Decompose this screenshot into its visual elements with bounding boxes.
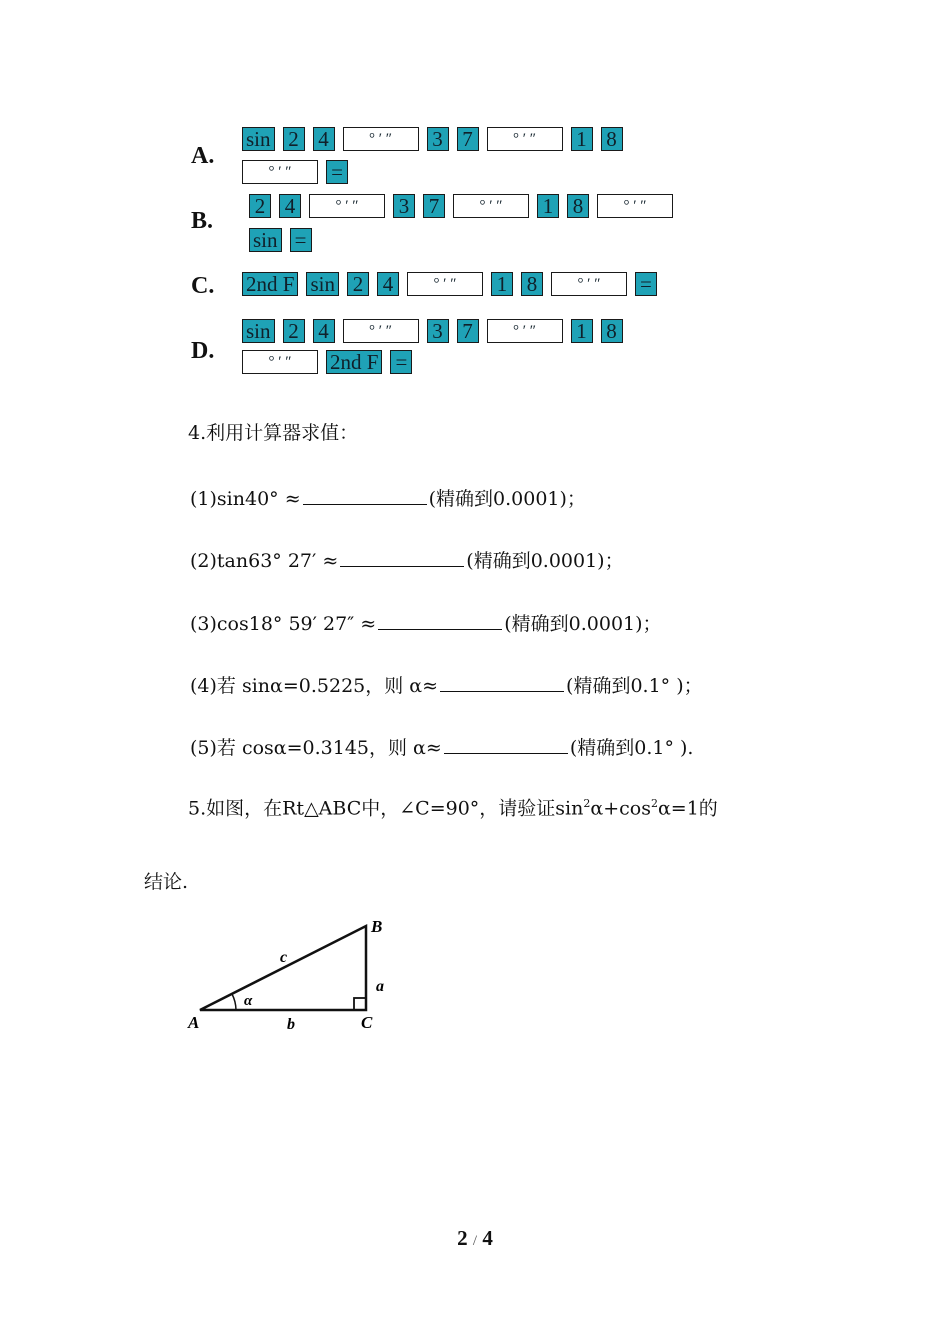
- answer-blank-1[interactable]: [303, 486, 427, 505]
- page-total: 4: [482, 1226, 493, 1250]
- calc-key: 8: [601, 319, 623, 343]
- option-b-keys-row-1: [249, 194, 681, 218]
- calc-key: sin: [306, 272, 339, 296]
- calc-key: 7: [423, 194, 445, 218]
- q4-item-2-note: (精确到0.0001)；: [466, 550, 624, 572]
- right-triangle-figure: [180, 910, 420, 1040]
- q4-item-4: [190, 673, 703, 696]
- calc-key: =: [635, 272, 657, 296]
- calc-key: 8: [601, 127, 623, 151]
- q4-item-3-note: (精确到0.0001)；: [504, 613, 662, 635]
- vertex-b-label: B: [371, 917, 383, 936]
- answer-blank-4[interactable]: [440, 673, 564, 692]
- q4-item-4-text: (4)若 sinα=0.5225，则 α≈: [190, 675, 439, 697]
- dms-key: ° ′ ″: [343, 127, 419, 151]
- q4-item-5: [190, 735, 693, 758]
- q5-text-a: 5.如图，在Rt△ABC中，∠C=90°，请验证sin: [188, 797, 584, 820]
- angle-alpha-arc: [232, 994, 236, 1010]
- option-a-label: A.: [191, 143, 215, 169]
- answer-blank-2[interactable]: [340, 548, 464, 567]
- q4-item-5-note: (精确到0.1° ).: [569, 737, 694, 759]
- page-separator: /: [472, 1233, 478, 1249]
- calc-key: =: [290, 228, 312, 252]
- calc-key: 1: [537, 194, 559, 218]
- dms-key: ° ′ ″: [453, 194, 529, 218]
- q5-text-b: α+cos: [590, 797, 651, 820]
- triangle-shape: [200, 926, 366, 1010]
- calc-key: 1: [491, 272, 513, 296]
- dms-key: ° ′ ″: [242, 160, 318, 184]
- dms-key: ° ′ ″: [309, 194, 385, 218]
- q4-item-1: [190, 486, 586, 509]
- option-d-keys-row-1: [242, 319, 631, 343]
- calc-key: =: [390, 350, 412, 374]
- page-current: 2: [457, 1226, 468, 1250]
- dms-key: ° ′ ″: [343, 319, 419, 343]
- option-b-label: B.: [191, 208, 214, 234]
- vertex-a-label: A: [188, 1013, 200, 1032]
- q5-sup-1: 2: [583, 797, 591, 810]
- dms-key: ° ′ ″: [597, 194, 673, 218]
- calc-key: 3: [427, 319, 449, 343]
- vertex-c-label: C: [361, 1013, 373, 1032]
- q5-sup-2: 2: [650, 797, 658, 810]
- q4-title: 4.利用计算器求值：: [188, 422, 359, 444]
- q4-item-2: [190, 548, 624, 571]
- calc-key: 2: [249, 194, 271, 218]
- calc-key: 3: [393, 194, 415, 218]
- calc-key: 4: [377, 272, 399, 296]
- q4-item-3: [190, 611, 662, 634]
- option-c-label: C.: [191, 273, 215, 299]
- calc-key: sin: [242, 127, 275, 151]
- option-b-keys-row-2: [249, 228, 320, 252]
- calc-key: 7: [457, 319, 479, 343]
- calc-key: 7: [457, 127, 479, 151]
- q5-line-1: [188, 798, 718, 818]
- dms-key: ° ′ ″: [487, 127, 563, 151]
- calc-key: 8: [521, 272, 543, 296]
- calc-key: 2: [283, 319, 305, 343]
- calc-key: =: [326, 160, 348, 184]
- calc-key: 2: [347, 272, 369, 296]
- right-angle-mark: [354, 998, 366, 1010]
- q4-item-2-text: (2)tan63° 27′ ≈: [190, 550, 339, 572]
- answer-blank-5[interactable]: [444, 735, 568, 754]
- q5-line-2: 结论.: [144, 871, 189, 893]
- side-c-label: c: [280, 949, 288, 966]
- calc-key: 3: [427, 127, 449, 151]
- q4-item-1-text: (1)sin40° ≈: [190, 488, 301, 510]
- option-c-keys-row-1: [242, 272, 665, 296]
- dms-key: ° ′ ″: [242, 350, 318, 374]
- q4-item-3-text: (3)cos18° 59′ 27″ ≈: [190, 613, 377, 635]
- q4-item-4-note: (精确到0.1° )；: [566, 675, 703, 697]
- calc-key: 4: [313, 127, 335, 151]
- calc-key: sin: [242, 319, 275, 343]
- calc-key: 1: [571, 127, 593, 151]
- calc-key: 2nd F: [326, 350, 382, 374]
- answer-blank-3[interactable]: [378, 611, 502, 630]
- option-d-label: D.: [191, 338, 215, 364]
- option-a-keys-row-2: [242, 160, 356, 184]
- dms-key: ° ′ ″: [487, 319, 563, 343]
- page-number: [0, 1226, 950, 1251]
- q5-text-c: α=1的: [657, 797, 718, 820]
- calc-key: 2: [283, 127, 305, 151]
- calc-key: 2nd F: [242, 272, 298, 296]
- q4-item-1-note: (精确到0.0001)；: [428, 488, 586, 510]
- calc-key: 4: [313, 319, 335, 343]
- dms-key: ° ′ ″: [407, 272, 483, 296]
- calc-key: 1: [571, 319, 593, 343]
- calc-key: sin: [249, 228, 282, 252]
- angle-alpha-label: α: [244, 993, 253, 1009]
- option-d-keys-row-2: [242, 350, 420, 374]
- option-a-keys-row-1: [242, 127, 631, 151]
- calc-key: 8: [567, 194, 589, 218]
- dms-key: ° ′ ″: [551, 272, 627, 296]
- q4-item-5-text: (5)若 cosα=0.3145，则 α≈: [190, 737, 442, 759]
- side-b-label: b: [287, 1016, 295, 1033]
- side-a-label: a: [376, 978, 384, 995]
- calc-key: 4: [279, 194, 301, 218]
